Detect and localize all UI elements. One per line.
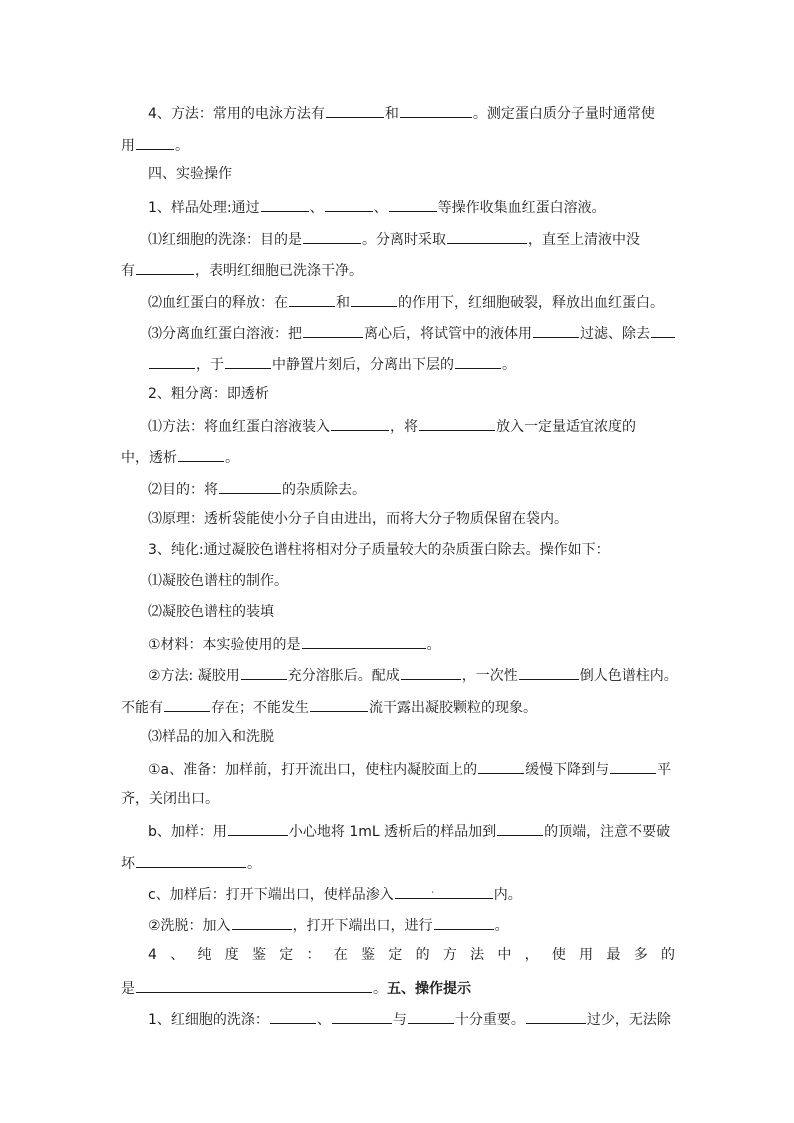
text: 的顶端，注意不要破 [544, 824, 671, 840]
text: ⑶样品的加入和洗脱 [148, 729, 274, 745]
text: 过滤、除去 [580, 326, 650, 342]
text: 不能有 [121, 700, 163, 716]
line-preparation [148, 758, 671, 780]
text: 。分离时采取 [362, 232, 446, 248]
dot-mark: . [430, 882, 435, 896]
text: 4、方法：常用的电泳方法有 [148, 106, 325, 122]
text: 与 [392, 1012, 407, 1028]
text: ⑶分离血红蛋白溶液：把 [148, 326, 302, 342]
text: 放入一定量适宜浓度的 [496, 419, 636, 435]
text: 。 [247, 856, 261, 872]
blank [419, 415, 495, 431]
text: ，将 [390, 419, 418, 435]
text: 内。 [493, 887, 522, 903]
line-tips-rbc-wash [148, 1008, 671, 1030]
blank [651, 322, 675, 338]
blank [136, 852, 246, 868]
char: 使 [551, 947, 566, 963]
blank [136, 977, 372, 993]
line-purification [148, 540, 610, 560]
text: 坏 [121, 856, 135, 872]
char: 、 [170, 947, 185, 963]
blank [289, 291, 335, 307]
text: 存在；不能发生 [211, 700, 309, 716]
text: ⑴凝胶色谱柱的制作。 [148, 573, 288, 589]
text: 十分重要。 [454, 1012, 525, 1028]
text: 的杂质除去。 [282, 482, 366, 498]
line-material [148, 633, 441, 655]
text: ⑴红细胞的洗涤：目的是 [148, 232, 302, 248]
line-rbc-wash [148, 228, 640, 250]
blank [395, 883, 493, 899]
line-dialysis-principle [148, 509, 568, 529]
blank [351, 291, 397, 307]
blank [219, 478, 281, 494]
char: 鉴 [361, 947, 376, 963]
text: 。 [175, 138, 189, 154]
line-purity-check-cont [121, 977, 471, 999]
text: 。测定蛋白质分子量时通常使 [472, 106, 655, 122]
text: b、加样：用 [148, 824, 227, 840]
line-sample-processing [148, 196, 606, 218]
blank [303, 228, 361, 244]
char: 4 [148, 947, 157, 963]
text: ⑴方法：将血红蛋白溶液装入 [148, 419, 330, 435]
blank [164, 696, 210, 712]
blank [389, 196, 437, 212]
blank [261, 196, 309, 212]
char: 方 [442, 947, 457, 963]
text: 1、样品处理:通过 [148, 200, 260, 216]
blank [149, 353, 195, 369]
text: 流干露出凝胶颗粒的现象。 [369, 700, 537, 716]
line-after-loading [148, 883, 522, 905]
text: ，打开下端出口，进行 [292, 918, 433, 934]
line-elution [148, 914, 509, 936]
blank [400, 102, 472, 118]
text: ，直至上清液中没 [528, 232, 640, 248]
char: 定 [279, 947, 294, 963]
char: 定 [388, 947, 403, 963]
text: 1、红细胞的洗涤： [148, 1012, 269, 1028]
section-heading-5: 五、操作提示 [387, 981, 471, 997]
line-dialysis-method-cont [121, 446, 239, 468]
text: 的作用下，红细胞破裂，释放出血红蛋白。 [398, 295, 664, 311]
line-column-making [148, 571, 288, 591]
line-dialysis-method [148, 415, 636, 437]
text: 中静置片刻后，分离出下层的 [272, 357, 454, 373]
line-packing-method-cont [121, 696, 537, 718]
blank [310, 696, 368, 712]
text: ②方法: 凝胶用 [148, 668, 240, 684]
text: ，表明红细胞已洗涤干净。 [195, 263, 363, 279]
char: 最 [606, 947, 621, 963]
blank [401, 664, 461, 680]
text: ，一次性 [461, 668, 518, 684]
blank [526, 1008, 586, 1024]
char: 鉴 [251, 947, 266, 963]
text: ⑵血红蛋白的释放：在 [148, 295, 288, 311]
line-method [148, 102, 655, 124]
blank [225, 353, 271, 369]
text: 充分溶胀后。配成 [287, 668, 400, 684]
char: 度 [224, 947, 239, 963]
blank [302, 633, 426, 649]
blank [447, 228, 527, 244]
blank [232, 914, 292, 930]
line-dialysis-purpose [148, 478, 366, 500]
blank [332, 1008, 392, 1024]
char: ： [306, 947, 321, 963]
line-hb-separate [148, 322, 676, 344]
text: 四、实验操作 [148, 166, 232, 182]
text: 。 [426, 637, 441, 653]
section-heading-4 [148, 164, 232, 184]
line-crude-separation [148, 384, 269, 404]
char: 的 [660, 947, 675, 963]
line-hb-separate-cont [148, 353, 516, 375]
text: 。 [373, 981, 387, 997]
blank [136, 259, 194, 275]
blank [303, 322, 363, 338]
blank [331, 415, 389, 431]
line-purity-check [148, 945, 675, 965]
text: 3、纯化:通过凝胶色谱柱将相对分子质量较大的杂质蛋白除去。操作如下： [148, 542, 610, 558]
char: 中 [497, 947, 512, 963]
blank [178, 446, 224, 462]
text: 倒人色谱柱内。 [579, 668, 678, 684]
text: ⑵目的：将 [148, 482, 218, 498]
text: 2、粗分离：即透析 [148, 386, 269, 402]
text: 。 [225, 450, 239, 466]
blank [610, 758, 656, 774]
text: 有 [121, 263, 135, 279]
text: ②洗脱：加入 [148, 918, 231, 934]
blank [434, 914, 494, 930]
char: 在 [333, 947, 348, 963]
text: 、 [309, 200, 324, 216]
char: 多 [633, 947, 648, 963]
text: ⑶原理：透析袋能使小分子自由进出，而将大分子物质保留在袋内。 [148, 511, 568, 527]
text: 。 [502, 357, 516, 373]
blank [325, 196, 373, 212]
blank [270, 1008, 316, 1024]
text: 离心后，将试管中的液体用 [364, 326, 532, 342]
line-rbc-wash-cont [121, 259, 363, 281]
line-loading-cont [121, 852, 261, 874]
line-sample-loading [148, 727, 274, 747]
text: 平 [657, 762, 672, 778]
char: 法 [470, 947, 485, 963]
text: 和 [336, 295, 350, 311]
text: c、加样后：打开下端出口，使样品渗入 [148, 887, 394, 903]
char: 纯 [197, 947, 212, 963]
text: 是 [121, 981, 135, 997]
text: ①材料：本实验使用的是 [148, 637, 301, 653]
blank [497, 820, 543, 836]
text: 用 [121, 138, 135, 154]
text: 过少，无法除 [586, 1012, 671, 1028]
blank [326, 102, 384, 118]
line-loading [148, 820, 670, 842]
blank [478, 758, 524, 774]
blank [136, 134, 174, 150]
line-preparation-cont [121, 789, 219, 809]
blank [455, 353, 501, 369]
blank [228, 820, 288, 836]
blank [408, 1008, 454, 1024]
blank [241, 664, 287, 680]
line-packing-method [148, 664, 678, 686]
blank [519, 664, 579, 680]
text: 缓慢下降到与 [525, 762, 610, 778]
text: 等操作收集血红蛋白溶液。 [437, 200, 606, 216]
text: 小心地将 1mL 透析后的样品加到 [288, 824, 497, 840]
text: 齐，关闭出口。 [121, 791, 219, 807]
blank [533, 322, 579, 338]
text: ⑵凝胶色谱柱的装填 [148, 604, 274, 620]
text: 和 [384, 106, 399, 122]
line-hb-release [148, 291, 664, 313]
char: ， [524, 947, 539, 963]
line-method-cont [121, 134, 189, 156]
line-column-packing [148, 602, 274, 622]
char: 用 [579, 947, 594, 963]
char: 的 [415, 947, 430, 963]
text: 、 [316, 1012, 331, 1028]
text: ①a、准备：加样前，打开流出口，使柱内凝胶面上的 [148, 762, 478, 778]
text: ，于 [196, 357, 224, 373]
text: 、 [373, 200, 388, 216]
text: 。 [494, 918, 509, 934]
text: 中，透析 [121, 450, 177, 466]
